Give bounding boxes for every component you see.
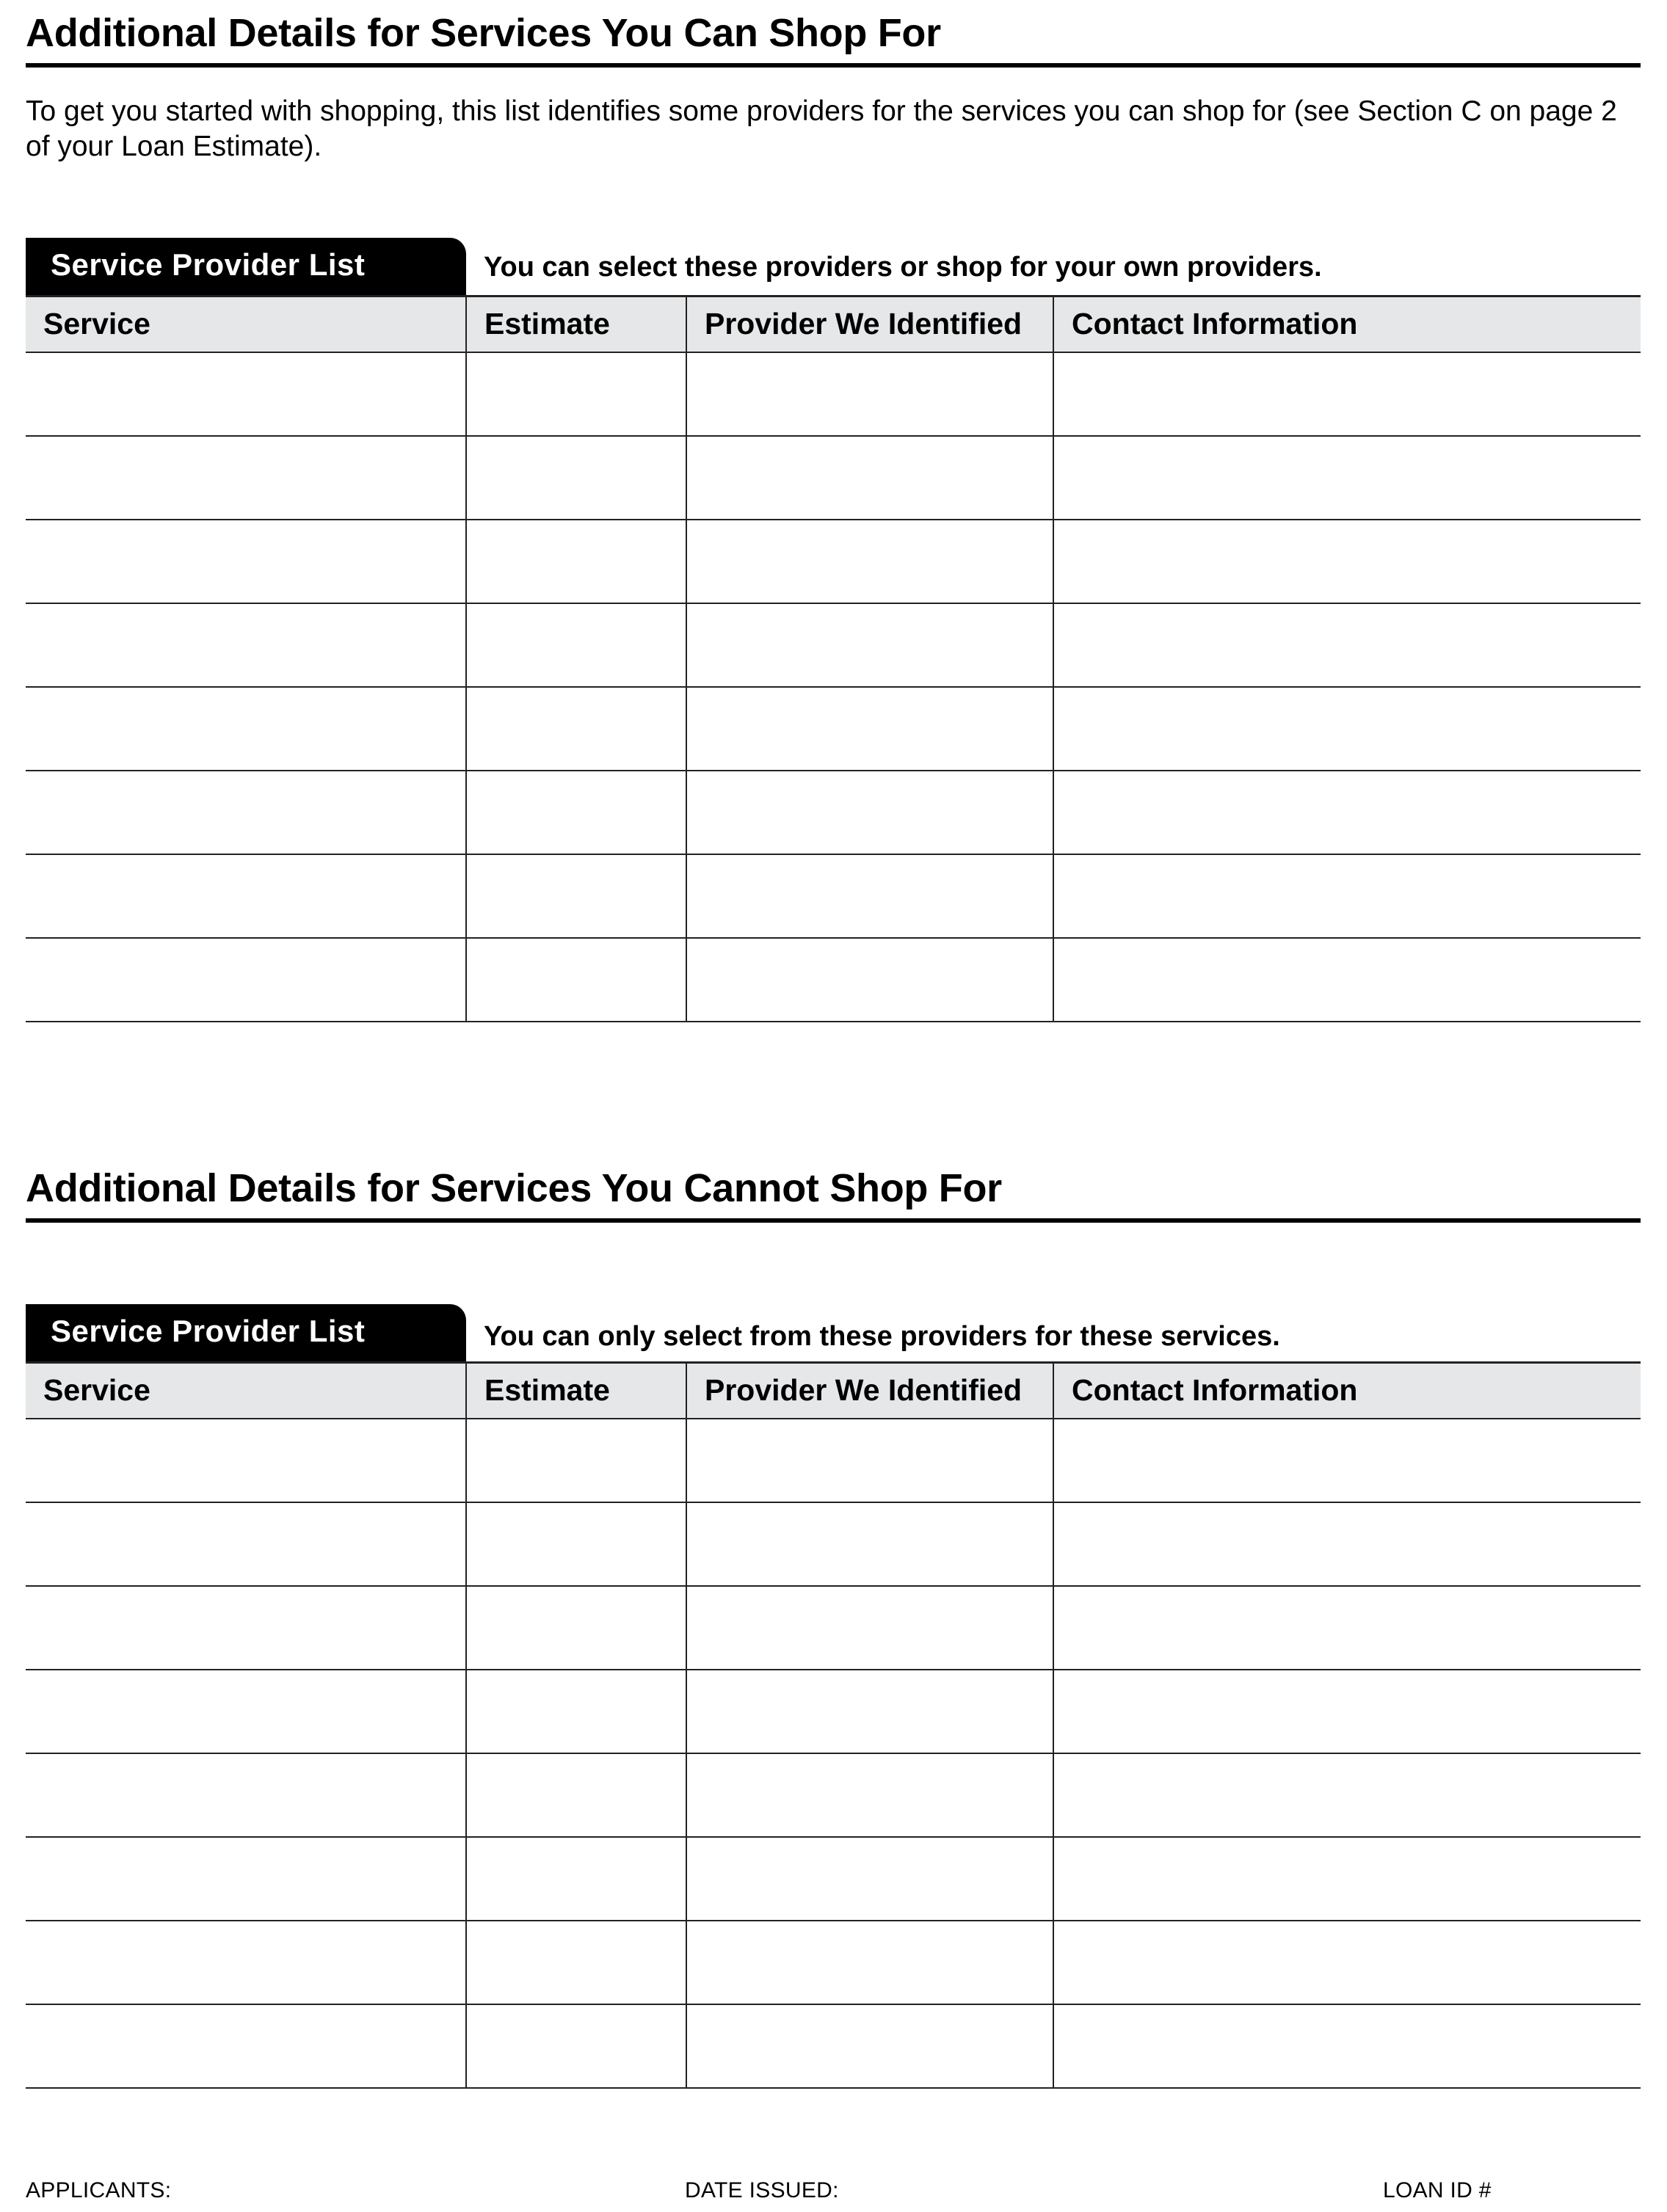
table-cell[interactable] xyxy=(1053,771,1641,854)
footer-applicants: APPLICANTS: xyxy=(26,2178,172,2202)
provider-list-noshop xyxy=(26,1304,1641,2089)
provider-list-tab: Service Provider List xyxy=(26,238,466,295)
table-row xyxy=(26,1921,1641,2004)
table-row xyxy=(26,1502,1641,1586)
table-cell[interactable] xyxy=(466,2004,686,2088)
column-header: Estimate xyxy=(466,296,686,352)
provider-list-shop xyxy=(26,238,1641,1022)
column-header: Contact Information xyxy=(1053,296,1641,352)
provider-table-noshop xyxy=(26,1361,1641,2089)
column-header: Service xyxy=(26,296,466,352)
table-cell[interactable] xyxy=(686,1502,1053,1586)
table-cell[interactable] xyxy=(26,1419,466,1502)
table-cell[interactable] xyxy=(1053,938,1641,1022)
table-row xyxy=(26,436,1641,520)
table-cell[interactable] xyxy=(26,1502,466,1586)
table-row xyxy=(26,687,1641,771)
table-cell[interactable] xyxy=(1053,352,1641,436)
table-cell[interactable] xyxy=(686,1921,1053,2004)
table-cell[interactable] xyxy=(26,1586,466,1670)
table-cell[interactable] xyxy=(26,436,466,520)
table-cell[interactable] xyxy=(686,352,1053,436)
provider-list-header xyxy=(26,238,1641,295)
table-row xyxy=(26,938,1641,1022)
table-cell[interactable] xyxy=(686,687,1053,771)
table-row xyxy=(26,1837,1641,1921)
column-header: Service xyxy=(26,1363,466,1419)
table-cell[interactable] xyxy=(686,938,1053,1022)
table-cell[interactable] xyxy=(466,854,686,938)
table-cell[interactable] xyxy=(26,771,466,854)
table-cell[interactable] xyxy=(1053,1837,1641,1921)
table-cell[interactable] xyxy=(26,603,466,687)
table-cell[interactable] xyxy=(466,520,686,603)
table-cell[interactable] xyxy=(26,1670,466,1753)
table-cell[interactable] xyxy=(686,771,1053,854)
column-header: Contact Information xyxy=(1053,1363,1641,1419)
provider-list-note: You can select these providers or shop for your own providers. xyxy=(484,252,1322,283)
table-cell[interactable] xyxy=(26,520,466,603)
table-cell[interactable] xyxy=(1053,1753,1641,1837)
table-cell[interactable] xyxy=(466,1921,686,2004)
table-cell[interactable] xyxy=(466,687,686,771)
table-cell[interactable] xyxy=(686,1586,1053,1670)
table-row xyxy=(26,1419,1641,1502)
column-header: Estimate xyxy=(466,1363,686,1419)
table-cell[interactable] xyxy=(1053,1419,1641,1502)
provider-list-tab: Service Provider List xyxy=(26,1304,466,1361)
section-noshop-title: Additional Details for Services You Cannot Shop For xyxy=(26,1165,1641,1223)
table-cell[interactable] xyxy=(1053,1921,1641,2004)
table-cell[interactable] xyxy=(26,687,466,771)
table-cell[interactable] xyxy=(26,854,466,938)
table-row xyxy=(26,520,1641,603)
table-cell[interactable] xyxy=(1053,1670,1641,1753)
table-cell[interactable] xyxy=(466,1419,686,1502)
table-cell[interactable] xyxy=(1053,436,1641,520)
table-cell[interactable] xyxy=(26,1921,466,2004)
table-cell[interactable] xyxy=(466,1586,686,1670)
table-row xyxy=(26,603,1641,687)
table-cell[interactable] xyxy=(686,1837,1053,1921)
table-row xyxy=(26,1670,1641,1753)
table-cell[interactable] xyxy=(26,2004,466,2088)
table-cell[interactable] xyxy=(26,1837,466,1921)
table-cell[interactable] xyxy=(1053,520,1641,603)
footer-date-issued: DATE ISSUED: xyxy=(685,2178,839,2202)
table-cell[interactable] xyxy=(466,436,686,520)
table-cell[interactable] xyxy=(686,1670,1053,1753)
table-cell[interactable] xyxy=(1053,603,1641,687)
table-cell[interactable] xyxy=(686,520,1053,603)
table-row xyxy=(26,771,1641,854)
footer-loan-id: LOAN ID # xyxy=(1383,2178,1492,2202)
table-cell[interactable] xyxy=(686,1419,1053,1502)
table-cell[interactable] xyxy=(26,1753,466,1837)
table-header-row xyxy=(26,1363,1641,1419)
table-cell[interactable] xyxy=(466,352,686,436)
table-cell[interactable] xyxy=(1053,1586,1641,1670)
column-header: Provider We Identified xyxy=(686,1363,1053,1419)
table-cell[interactable] xyxy=(26,938,466,1022)
table-cell[interactable] xyxy=(466,1837,686,1921)
table-cell[interactable] xyxy=(1053,2004,1641,2088)
table-row xyxy=(26,1753,1641,1837)
table-cell[interactable] xyxy=(466,1753,686,1837)
table-cell[interactable] xyxy=(466,1502,686,1586)
table-cell[interactable] xyxy=(466,938,686,1022)
table-cell[interactable] xyxy=(1053,1502,1641,1586)
section-shop-intro: To get you started with shopping, this list identifies some providers for the services you can shop for (see Section C on page 2 of your Loan Estimate). xyxy=(26,95,1617,162)
table-row xyxy=(26,854,1641,938)
table-row xyxy=(26,352,1641,436)
table-row xyxy=(26,2004,1641,2088)
table-cell[interactable] xyxy=(686,436,1053,520)
provider-list-header xyxy=(26,1304,1641,1361)
table-cell[interactable] xyxy=(466,1670,686,1753)
table-cell[interactable] xyxy=(686,2004,1053,2088)
table-cell[interactable] xyxy=(466,771,686,854)
section-shop-title: Additional Details for Services You Can Shop For xyxy=(26,10,1641,68)
table-header-row xyxy=(26,296,1641,352)
table-cell[interactable] xyxy=(1053,854,1641,938)
column-header: Provider We Identified xyxy=(686,296,1053,352)
table-cell[interactable] xyxy=(1053,687,1641,771)
table-cell[interactable] xyxy=(466,603,686,687)
table-cell[interactable] xyxy=(686,1753,1053,1837)
table-row xyxy=(26,1586,1641,1670)
provider-table-shop xyxy=(26,295,1641,1022)
table-cell[interactable] xyxy=(26,352,466,436)
table-cell[interactable] xyxy=(686,854,1053,938)
table-cell[interactable] xyxy=(686,603,1053,687)
provider-list-note: You can only select from these providers for these services. xyxy=(484,1321,1280,1352)
